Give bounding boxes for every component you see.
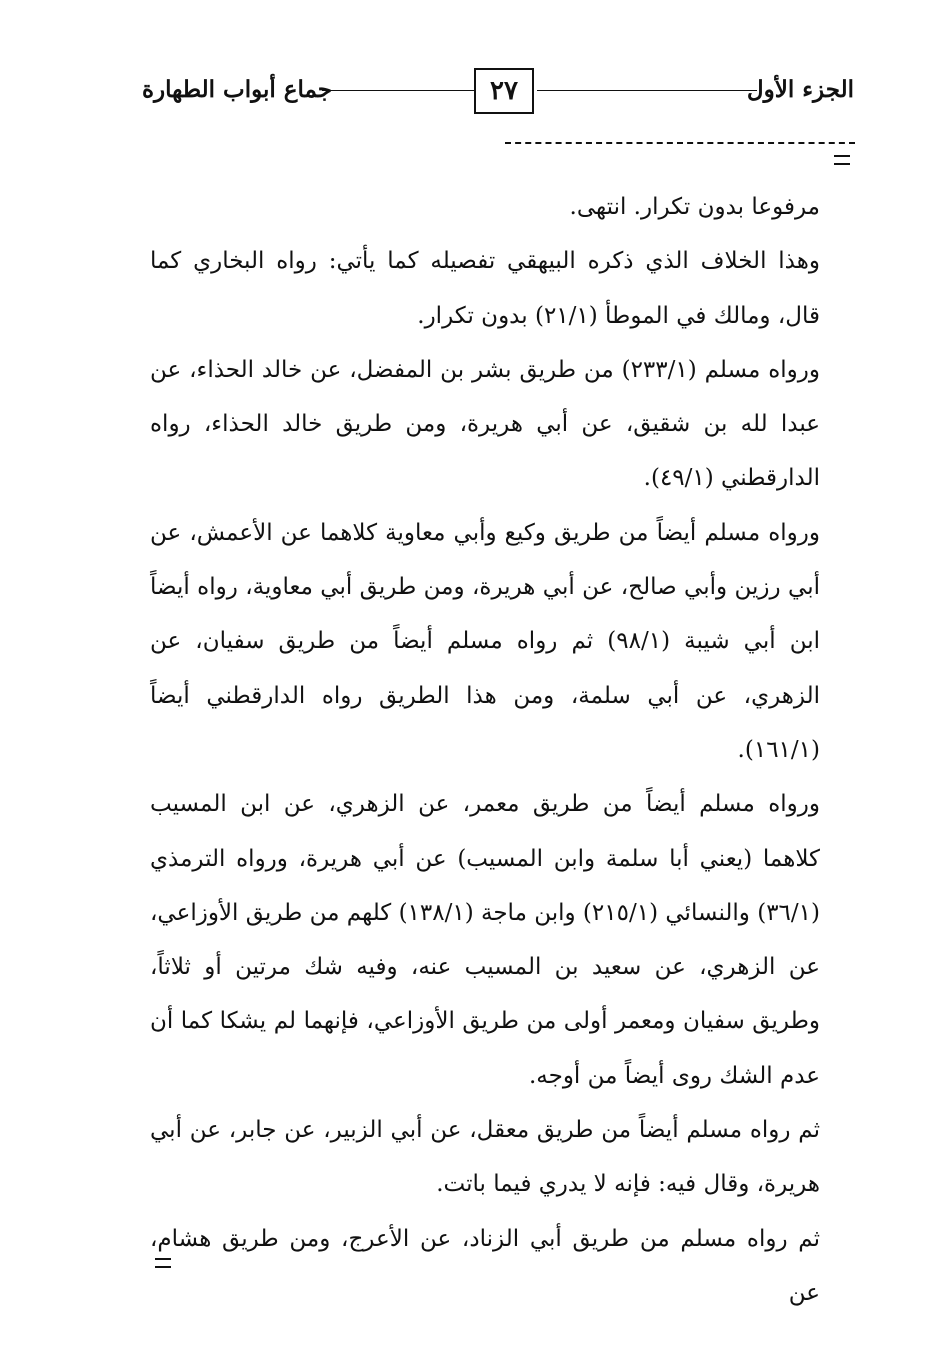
- continuation-mark-top: [834, 155, 850, 165]
- volume-label: الجزء الأول: [746, 76, 854, 103]
- header-rule-left: [322, 90, 474, 91]
- paragraph: ورواه مسلم (٢٣٣/١) من طريق بشر بن المفضل، عن خالد الحذاء، عن عبدا لله بن شقيق، عن أبي هريرة، ومن طريق خالد الحذاء، رواه الدارقطني (٤٩/١).: [150, 356, 820, 492]
- header-dashed-rule: [505, 142, 855, 144]
- chapter-title: جماع أبواب الطهارة: [142, 76, 333, 103]
- paragraph: ثم رواه مسلم أيضاً من طريق معقل، عن أبي الزبير، عن جابر، عن أبي هريرة، وقال فيه: فإنه لا يدري فيما باتت.: [150, 1117, 820, 1198]
- paragraph: ورواه مسلم أيضاً من طريق وكيع وأبي معاوية كلاهما عن الأعمش، عن أبي رزين وأبي صالح، عن أبي هريرة، ومن طريق أبي معاوية، رواه أيضاً ابن أبي شيبة (٩٨/١) ثم رواه مسلم أيضاً من طريق سفيان، عن الزهري، عن أبي سلمة، ومن هذا الطريق رواه الدارقطني أيضاً (١٦١/١).: [150, 519, 821, 763]
- paragraph: وهذا الخلاف الذي ذكره البيهقي تفصيله كما يأتي: رواه البخاري كما قال، ومالك في الموطأ (٢١/١) بدون تكرار.: [150, 248, 820, 329]
- page-number: ٢٧: [474, 68, 534, 114]
- running-header: [142, 68, 854, 122]
- header-rule-right: [537, 90, 757, 91]
- paragraph: ثم رواه مسلم من طريق أبي الزناد، عن الأعرج، ومن طريق هشام، عن: [150, 1225, 820, 1306]
- paragraph: ورواه مسلم أيضاً من طريق معمر، عن الزهري، عن ابن المسيب كلاهما (يعني أبا سلمة وابن المسيب) عن أبي هريرة، ورواه الترمذي (٣٦/١) والنسائي (٢١٥/١) وابن ماجة (١٣٨/١) كلهم من طريق الأوزاعي، عن الزهري، عن سعيد بن المسيب عنه، وفيه شك مرتين أو ثلاثاً، وطريق سفيان ومعمر أولى من طريق الأوزاعي، فإنهما لم يشكا كما أن عدم الشك روى أيضاً من أوجه.: [150, 791, 820, 1089]
- paragraph: مرفوعا بدون تكرار. انتهى.: [569, 194, 820, 220]
- continuation-mark-bottom: [155, 1258, 171, 1268]
- body-text: [150, 180, 820, 1320]
